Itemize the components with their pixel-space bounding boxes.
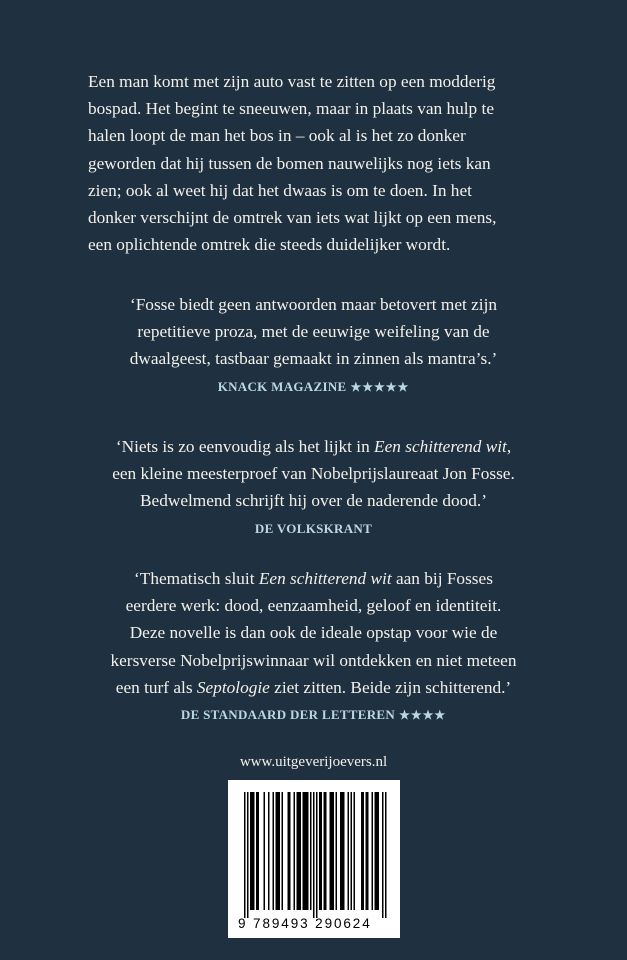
barcode-bar: [273, 792, 275, 910]
publisher-website: www.uitgeverijoevers.nl: [239, 754, 388, 770]
barcode-bar: [307, 792, 309, 910]
barcode-bar: [258, 792, 260, 910]
barcode-bar: [343, 792, 345, 910]
barcode-bar: [304, 792, 306, 910]
review-text: aan bij Fosses: [391, 569, 493, 588]
review-source: [40, 377, 587, 397]
review-source-name: KNACK MAGAZINE: [217, 378, 347, 394]
barcode-bar: [282, 792, 284, 910]
book-title: Een schitterend wit: [258, 569, 392, 588]
barcode-bar: [325, 792, 327, 910]
barcode-bar: [298, 792, 300, 910]
barcode-bar: [342, 792, 344, 910]
book-title: Een schitterend wit: [374, 437, 507, 456]
review-text: een turf als: [115, 677, 197, 697]
review-line: kersverse Nobelprijswinnaar wil ontdekken en niet meteen: [110, 650, 517, 670]
barcode-bar: [288, 792, 290, 910]
review-text: ‘Niets is zo eenvoudig als het lijkt in: [115, 437, 375, 456]
barcode-bar: [333, 792, 335, 910]
barcode-bar: [276, 792, 278, 910]
barcode-bar: [351, 792, 353, 910]
review-source-name: DE VOLKSKRANT: [254, 520, 373, 536]
barcode-bar: [316, 792, 318, 918]
blurb-line: zien; ook al weet hij dat het dwaas is om te doen. In het: [88, 180, 472, 200]
review-line: ‘Fosse biedt geen antwoorden maar betovert met zijn: [129, 295, 498, 314]
blurb-line: geworden dat hij tussen de bomen nauwelijks nog iets kan: [88, 153, 491, 173]
review-line: Deze novelle is dan ook de ideale opstap voor wie de: [129, 623, 498, 643]
barcode-bar: [264, 792, 266, 910]
barcode-bar: [268, 792, 270, 910]
isbn-number: 9 789493 290624: [238, 916, 372, 931]
review-volkskrant: [40, 433, 587, 539]
barcode-bar: [310, 792, 312, 910]
review-line: repetitieve proza, met de eeuwige weifeling van de: [137, 322, 490, 342]
barcode-bar: [279, 792, 281, 910]
review-standaard: [40, 565, 587, 725]
review-line: eerdere werk: dood, eenzaamheid, geloof en identiteit.: [125, 596, 502, 616]
barcode-bar: [244, 792, 246, 918]
review-source-name: DE STANDAARD DER LETTEREN: [180, 707, 396, 723]
barcode-bar: [300, 792, 302, 910]
barcode-bar: [319, 792, 321, 910]
barcode-bar: [354, 792, 356, 910]
review-source: [40, 705, 587, 725]
barcode-bar: [340, 792, 342, 910]
barcode-bar: [367, 792, 369, 910]
barcode-bar: [297, 792, 299, 910]
barcode-bar: [375, 792, 377, 910]
barcode-bar: [361, 792, 363, 910]
barcode-bar: [250, 792, 252, 910]
barcode-bar: [289, 792, 291, 910]
barcode-bar: [321, 792, 323, 910]
barcode-bar: [294, 792, 296, 910]
blurb-line: donker verschijnt de omtrek van iets wat lijkt op een mens,: [88, 208, 497, 228]
blurb-line: bospad. Het begint te sneeuwen, maar in plaats van hulp te: [88, 99, 494, 119]
barcode-bar: [277, 792, 279, 910]
barcode-bar: [303, 792, 305, 910]
barcode-bar: [331, 792, 333, 910]
barcode-bar: [376, 792, 378, 910]
review-line: [40, 565, 587, 592]
review-line: een kleine meesterproef van Nobelprijslaureaat Jon Fosse.: [112, 464, 515, 484]
review-line: Bedwelmend schrijft hij over de naderende dood.’: [140, 491, 487, 511]
barcode-bar: [366, 792, 368, 910]
barcode-bar: [363, 792, 365, 910]
barcode-bar: [385, 792, 387, 918]
review-line: [40, 674, 587, 701]
barcode-bar: [324, 792, 326, 910]
star-rating-icon: ★★★★★: [350, 379, 410, 394]
barcode-bar: [253, 792, 255, 910]
barcode-bar: [330, 792, 332, 910]
blurb-paragraph: [88, 68, 548, 258]
barcode-bar: [252, 792, 254, 910]
barcode-bar: [348, 792, 350, 910]
star-rating-icon: ★★★★: [399, 708, 447, 723]
barcode-bar: [382, 792, 384, 918]
blurb-line: Een man komt met zijn auto vast te zitten op een modderig: [88, 72, 496, 91]
barcode-bar: [256, 792, 258, 910]
blurb-line: halen loopt de man het bos in – ook al is het zo donker: [88, 126, 466, 146]
review-source: [40, 519, 587, 539]
review-line: [40, 433, 587, 460]
review-text: ‘Thematisch sluit: [134, 569, 259, 588]
barcode-bar: [378, 792, 380, 910]
barcode-bars-icon: [228, 780, 400, 938]
barcode-bar: [313, 792, 315, 918]
barcode-bar: [306, 792, 308, 910]
review-line: dwaalgeest, tastbaar gemaakt in zinnen als mantra’s.’: [129, 349, 498, 369]
barcode-bar: [247, 792, 249, 918]
barcode-bar: [372, 792, 374, 910]
book-title: Septologie: [196, 677, 270, 697]
barcode-bar: [336, 792, 338, 910]
review-knack: [40, 291, 587, 397]
review-text: ziet zitten. Beide zijn schitterend.’: [269, 677, 512, 697]
isbn-barcode: [228, 780, 400, 938]
blurb-line: een oplichtende omtrek die steeds duidelijker wordt.: [88, 235, 451, 255]
review-text: ,: [506, 437, 512, 456]
